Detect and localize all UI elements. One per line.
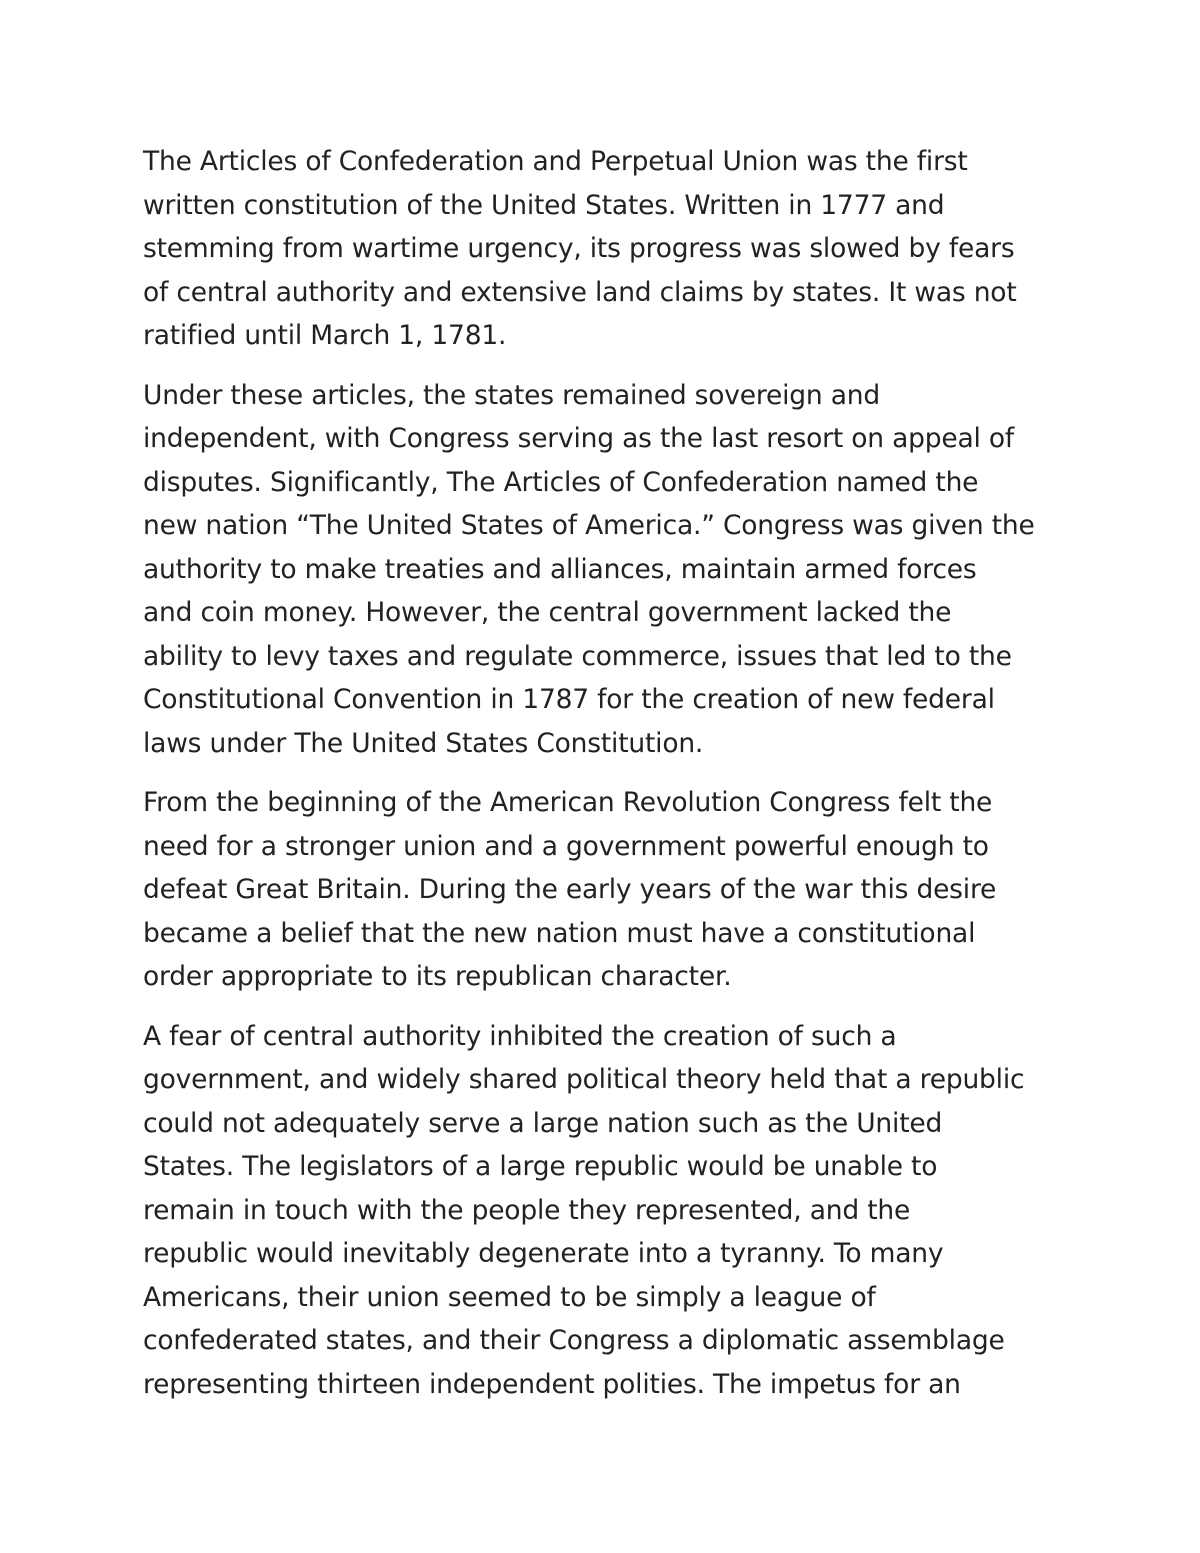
paragraph-line: could not adequately serve a large nation such as the United: [143, 1107, 943, 1139]
paragraph-line: independent, with Congress serving as the last resort on appeal of: [143, 423, 1015, 454]
paragraph-1: [143, 140, 1073, 358]
paragraph-line: and coin money. However, the central government lacked the: [143, 597, 952, 628]
paragraph-line: defeat Great Britain. During the early years of the war this desire: [143, 874, 997, 905]
paragraph-line: republic would inevitably degenerate into a tyranny. To many: [143, 1238, 944, 1269]
paragraph-line: The Articles of Confederation and Perpetual Union was the first: [143, 146, 968, 177]
paragraph-line: laws under The United States Constitution.: [143, 727, 704, 759]
paragraph-line: remain in touch with the people they represented, and the: [143, 1194, 911, 1226]
paragraph-line: Under these articles, the states remained sovereign and: [143, 379, 880, 411]
paragraph-line: Americans, their union seemed to be simply a league of: [143, 1281, 876, 1313]
paragraph-line: From the beginning of the American Revolution Congress felt the: [143, 787, 993, 818]
paragraph-line: ability to levy taxes and regulate commerce, issues that led to the: [143, 640, 1012, 672]
paragraph-line: of central authority and extensive land claims by states. It was not: [143, 276, 1017, 308]
document-body: [143, 140, 1073, 1422]
paragraph-line: need for a stronger union and a government powerful enough to: [143, 830, 989, 862]
paragraph-line: ratified until March 1, 1781.: [143, 320, 507, 351]
paragraph-line: new nation “The United States of America.” Congress was given the: [143, 510, 1035, 541]
paragraph-line: States. The legislators of a large republic would be unable to: [143, 1151, 938, 1182]
paragraph-line: disputes. Significantly, The Articles of Confederation named the: [143, 466, 979, 498]
paragraph-2: [143, 374, 1073, 766]
paragraph-line: Constitutional Convention in 1787 for the creation of new federal: [143, 684, 995, 715]
paragraph-line: government, and widely shared political theory held that a republic: [143, 1064, 1025, 1095]
paragraph-line: representing thirteen independent polities. The impetus for an: [143, 1368, 961, 1400]
paragraph-line: order appropriate to its republican character.: [143, 961, 732, 992]
paragraph-line: confederated states, and their Congress a diplomatic assemblage: [143, 1325, 1005, 1356]
paragraph-line: stemming from wartime urgency, its progress was slowed by fears: [143, 233, 1015, 264]
paragraph-4: [143, 1015, 1073, 1407]
paragraph-line: A fear of central authority inhibited the creation of such a: [143, 1020, 897, 1052]
paragraph-3: [143, 781, 1073, 999]
paragraph-line: written constitution of the United States. Written in 1777 and: [143, 189, 945, 221]
paragraph-line: authority to make treaties and alliances, maintain armed forces: [143, 553, 977, 585]
paragraph-line: became a belief that the new nation must have a constitutional: [143, 917, 976, 949]
